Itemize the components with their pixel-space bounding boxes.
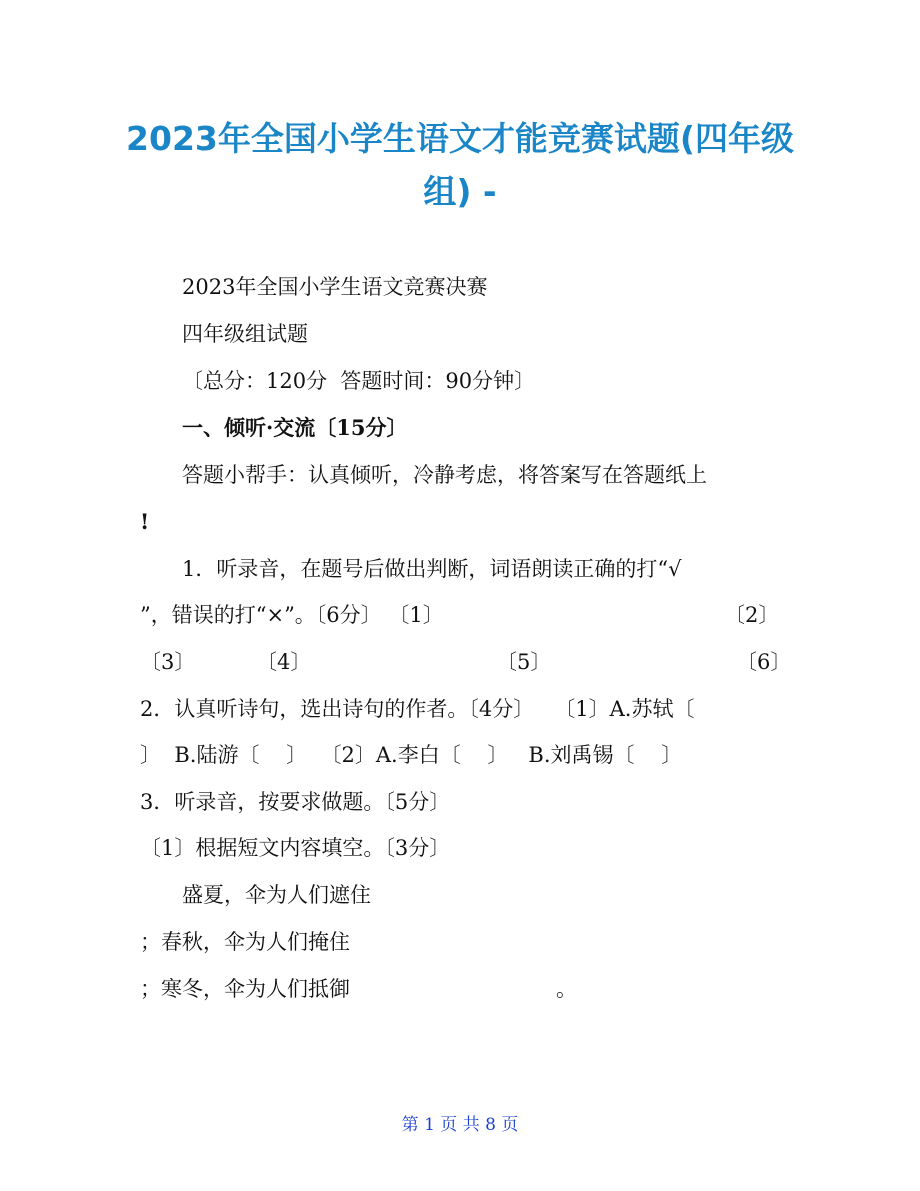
question-2-text: 2．认真听诗句，选出诗句的作者。〔4分〕 〔1〕A.苏轼〔 [140, 697, 695, 721]
answer-slot-6: 〔6〕 [736, 650, 792, 674]
answer-slot-5: 〔5〕 [496, 650, 552, 674]
question-2-options: 〕 B.陆游〔 〕 〔2〕A.李白〔 〕 B.刘禹锡〔 〕 [140, 743, 683, 767]
page-number: 第 1 页 共 8 页 [401, 1115, 519, 1135]
fill-blank-line-1: 盛夏，伞为人们遮住 [182, 883, 371, 907]
question-1-continued: ”，错误的打“×”。〔6分〕 〔1〕 [140, 603, 444, 627]
document-title-line-1: 2023年全国小学生语文才能竞赛试题(四年级 [126, 119, 794, 158]
answer-slot-2: 〔2〕 [724, 603, 780, 627]
score-time-info: 〔总分：120分 答题时间：90分钟〕 [182, 369, 536, 393]
answer-slot-3: 〔3〕 [140, 650, 196, 674]
fill-blank-line-3: ；寒冬，伞为人们抵御 [140, 977, 350, 1001]
answer-slot-4: 〔4〕 [256, 650, 312, 674]
question-1-text: 1．听录音，在题号后做出判断，词语朗读正确的打“√ [182, 557, 682, 581]
grade-group: 四年级组试题 [182, 322, 308, 346]
document-title-line-2: 组) - [423, 172, 497, 211]
contest-name: 2023年全国小学生语文竞赛决赛 [182, 275, 488, 299]
question-3-text: 3．听录音，按要求做题。〔5分〕 [140, 790, 451, 814]
instruction-text: 答题小帮手：认真倾听，冷静考虑，将答案写在答题纸上 [182, 463, 707, 487]
fill-blank-line-2: ；春秋，伞为人们掩住 [140, 930, 350, 954]
fill-blank-line-3-end: 。 [556, 977, 577, 1001]
instruction-text-end: ! [140, 509, 150, 534]
section-heading: 一、倾听·交流〔15分〕 [182, 415, 408, 440]
question-3-part-1: 〔1〕根据短文内容填空。〔3分〕 [140, 836, 451, 860]
